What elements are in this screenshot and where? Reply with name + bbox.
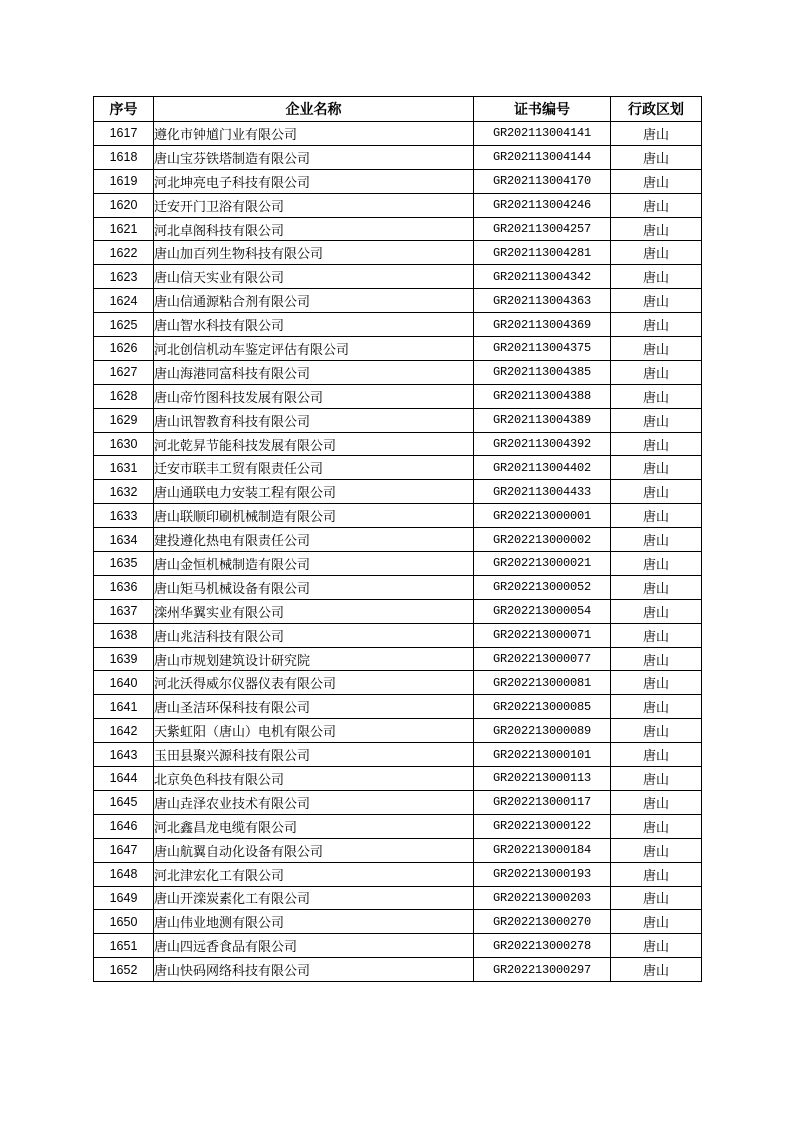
cell-certificate-no: GR202113004144 xyxy=(474,145,611,169)
cell-seq: 1632 xyxy=(94,480,154,504)
certificate-table xyxy=(93,96,702,982)
cell-region: 唐山 xyxy=(611,241,702,265)
cell-certificate-no: GR202113004433 xyxy=(474,480,611,504)
cell-certificate-no: GR202213000270 xyxy=(474,910,611,934)
header-region: 行政区划 xyxy=(611,97,702,122)
cell-region: 唐山 xyxy=(611,408,702,432)
cell-region: 唐山 xyxy=(611,313,702,337)
table-row xyxy=(94,552,702,576)
cell-region: 唐山 xyxy=(611,790,702,814)
cell-region: 唐山 xyxy=(611,623,702,647)
cell-region: 唐山 xyxy=(611,169,702,193)
table-row xyxy=(94,790,702,814)
cell-region: 唐山 xyxy=(611,456,702,480)
cell-certificate-no: GR202113004246 xyxy=(474,193,611,217)
cell-seq: 1644 xyxy=(94,767,154,791)
cell-region: 唐山 xyxy=(611,647,702,671)
cell-region: 唐山 xyxy=(611,934,702,958)
cell-certificate-no: GR202213000193 xyxy=(474,862,611,886)
cell-certificate-no: GR202213000002 xyxy=(474,528,611,552)
table-row xyxy=(94,886,702,910)
cell-region: 唐山 xyxy=(611,480,702,504)
table-row xyxy=(94,671,702,695)
cell-company-name: 唐山四远香食品有限公司 xyxy=(154,934,474,958)
cell-region: 唐山 xyxy=(611,217,702,241)
cell-certificate-no: GR202213000077 xyxy=(474,647,611,671)
cell-certificate-no: GR202213000071 xyxy=(474,623,611,647)
cell-certificate-no: GR202213000278 xyxy=(474,934,611,958)
cell-region: 唐山 xyxy=(611,145,702,169)
cell-company-name: 唐山帝竹图科技发展有限公司 xyxy=(154,384,474,408)
table-row xyxy=(94,695,702,719)
cell-region: 唐山 xyxy=(611,265,702,289)
cell-certificate-no: GR202213000085 xyxy=(474,695,611,719)
table-row xyxy=(94,958,702,982)
cell-company-name: 唐山通联电力安装工程有限公司 xyxy=(154,480,474,504)
table-row xyxy=(94,193,702,217)
cell-seq: 1628 xyxy=(94,384,154,408)
cell-region: 唐山 xyxy=(611,719,702,743)
cell-company-name: 河北沃得威尔仪器仪表有限公司 xyxy=(154,671,474,695)
cell-seq: 1647 xyxy=(94,838,154,862)
table-row xyxy=(94,145,702,169)
cell-company-name: 唐山伟业地测有限公司 xyxy=(154,910,474,934)
cell-company-name: 河北坤亮电子科技有限公司 xyxy=(154,169,474,193)
table-row xyxy=(94,169,702,193)
cell-company-name: 唐山信天实业有限公司 xyxy=(154,265,474,289)
cell-company-name: 迁安市联丰工贸有限责任公司 xyxy=(154,456,474,480)
cell-region: 唐山 xyxy=(611,575,702,599)
cell-certificate-no: GR202213000297 xyxy=(474,958,611,982)
table-row xyxy=(94,599,702,623)
cell-company-name: 迁安开门卫浴有限公司 xyxy=(154,193,474,217)
cell-region: 唐山 xyxy=(611,360,702,384)
cell-company-name: 唐山信通源粘合剂有限公司 xyxy=(154,289,474,313)
cell-seq: 1637 xyxy=(94,599,154,623)
cell-certificate-no: GR202113004388 xyxy=(474,384,611,408)
table-row xyxy=(94,934,702,958)
table-row xyxy=(94,360,702,384)
cell-certificate-no: GR202113004392 xyxy=(474,432,611,456)
cell-company-name: 唐山智水科技有限公司 xyxy=(154,313,474,337)
cell-company-name: 北京奂色科技有限公司 xyxy=(154,767,474,791)
cell-company-name: 唐山海港同富科技有限公司 xyxy=(154,360,474,384)
cell-seq: 1639 xyxy=(94,647,154,671)
table-row xyxy=(94,719,702,743)
cell-seq: 1649 xyxy=(94,886,154,910)
cell-region: 唐山 xyxy=(611,886,702,910)
cell-company-name: 唐山金恒机械制造有限公司 xyxy=(154,552,474,576)
cell-certificate-no: GR202113004385 xyxy=(474,360,611,384)
cell-company-name: 唐山讯智教育科技有限公司 xyxy=(154,408,474,432)
table-row xyxy=(94,623,702,647)
cell-company-name: 唐山航翼自动化设备有限公司 xyxy=(154,838,474,862)
cell-company-name: 河北津宏化工有限公司 xyxy=(154,862,474,886)
cell-seq: 1641 xyxy=(94,695,154,719)
cell-region: 唐山 xyxy=(611,814,702,838)
cell-company-name: 遵化市钟馗门业有限公司 xyxy=(154,122,474,146)
table-row xyxy=(94,265,702,289)
cell-seq: 1648 xyxy=(94,862,154,886)
cell-certificate-no: GR202113004281 xyxy=(474,241,611,265)
table-row xyxy=(94,575,702,599)
cell-seq: 1640 xyxy=(94,671,154,695)
cell-company-name: 河北乾昇节能科技发展有限公司 xyxy=(154,432,474,456)
cell-certificate-no: GR202113004141 xyxy=(474,122,611,146)
cell-region: 唐山 xyxy=(611,910,702,934)
table-row xyxy=(94,384,702,408)
table-row xyxy=(94,528,702,552)
cell-certificate-no: GR202213000184 xyxy=(474,838,611,862)
cell-company-name: 唐山矩马机械设备有限公司 xyxy=(154,575,474,599)
cell-company-name: 唐山加百列生物科技有限公司 xyxy=(154,241,474,265)
cell-company-name: 河北鑫昌龙电缆有限公司 xyxy=(154,814,474,838)
cell-seq: 1624 xyxy=(94,289,154,313)
table-row xyxy=(94,456,702,480)
table-row xyxy=(94,480,702,504)
cell-seq: 1631 xyxy=(94,456,154,480)
cell-certificate-no: GR202213000021 xyxy=(474,552,611,576)
table-row xyxy=(94,504,702,528)
cell-certificate-no: GR202113004369 xyxy=(474,313,611,337)
table-header-row xyxy=(94,97,702,122)
cell-seq: 1617 xyxy=(94,122,154,146)
table-row xyxy=(94,241,702,265)
cell-certificate-no: GR202113004363 xyxy=(474,289,611,313)
cell-region: 唐山 xyxy=(611,671,702,695)
cell-region: 唐山 xyxy=(611,695,702,719)
cell-company-name: 唐山宝芬铁塔制造有限公司 xyxy=(154,145,474,169)
cell-certificate-no: GR202213000052 xyxy=(474,575,611,599)
cell-seq: 1626 xyxy=(94,337,154,361)
cell-region: 唐山 xyxy=(611,528,702,552)
table-row xyxy=(94,743,702,767)
cell-certificate-no: GR202213000081 xyxy=(474,671,611,695)
header-company-name: 企业名称 xyxy=(154,97,474,122)
table-row xyxy=(94,313,702,337)
cell-region: 唐山 xyxy=(611,432,702,456)
cell-company-name: 唐山开滦炭素化工有限公司 xyxy=(154,886,474,910)
table-row xyxy=(94,289,702,313)
cell-region: 唐山 xyxy=(611,743,702,767)
table-row xyxy=(94,337,702,361)
cell-region: 唐山 xyxy=(611,838,702,862)
cell-seq: 1625 xyxy=(94,313,154,337)
cell-seq: 1618 xyxy=(94,145,154,169)
cell-seq: 1630 xyxy=(94,432,154,456)
cell-seq: 1635 xyxy=(94,552,154,576)
table-row xyxy=(94,767,702,791)
table-row xyxy=(94,432,702,456)
cell-certificate-no: GR202113004342 xyxy=(474,265,611,289)
cell-certificate-no: GR202113004375 xyxy=(474,337,611,361)
cell-company-name: 唐山兆洁科技有限公司 xyxy=(154,623,474,647)
cell-certificate-no: GR202113004389 xyxy=(474,408,611,432)
cell-seq: 1623 xyxy=(94,265,154,289)
cell-company-name: 唐山垚泽农业技术有限公司 xyxy=(154,790,474,814)
cell-region: 唐山 xyxy=(611,552,702,576)
cell-certificate-no: GR202213000122 xyxy=(474,814,611,838)
cell-region: 唐山 xyxy=(611,504,702,528)
cell-certificate-no: GR202113004170 xyxy=(474,169,611,193)
cell-seq: 1633 xyxy=(94,504,154,528)
cell-region: 唐山 xyxy=(611,958,702,982)
cell-seq: 1634 xyxy=(94,528,154,552)
cell-region: 唐山 xyxy=(611,767,702,791)
cell-certificate-no: GR202213000001 xyxy=(474,504,611,528)
cell-company-name: 唐山市规划建筑设计研究院 xyxy=(154,647,474,671)
cell-seq: 1627 xyxy=(94,360,154,384)
table-row xyxy=(94,217,702,241)
cell-certificate-no: GR202213000203 xyxy=(474,886,611,910)
cell-seq: 1621 xyxy=(94,217,154,241)
cell-region: 唐山 xyxy=(611,289,702,313)
cell-seq: 1643 xyxy=(94,743,154,767)
cell-company-name: 河北创信机动车鉴定评估有限公司 xyxy=(154,337,474,361)
cell-certificate-no: GR202213000089 xyxy=(474,719,611,743)
table-row xyxy=(94,122,702,146)
header-certificate-no: 证书编号 xyxy=(474,97,611,122)
cell-company-name: 建投遵化热电有限责任公司 xyxy=(154,528,474,552)
cell-seq: 1636 xyxy=(94,575,154,599)
header-seq: 序号 xyxy=(94,97,154,122)
cell-certificate-no: GR202213000117 xyxy=(474,790,611,814)
cell-certificate-no: GR202213000113 xyxy=(474,767,611,791)
cell-certificate-no: GR202113004402 xyxy=(474,456,611,480)
cell-region: 唐山 xyxy=(611,337,702,361)
cell-seq: 1651 xyxy=(94,934,154,958)
cell-region: 唐山 xyxy=(611,862,702,886)
cell-company-name: 唐山圣洁环保科技有限公司 xyxy=(154,695,474,719)
table-row xyxy=(94,862,702,886)
table-body xyxy=(94,122,702,982)
cell-company-name: 滦州华翼实业有限公司 xyxy=(154,599,474,623)
cell-seq: 1652 xyxy=(94,958,154,982)
cell-seq: 1642 xyxy=(94,719,154,743)
cell-region: 唐山 xyxy=(611,384,702,408)
cell-company-name: 唐山联顺印刷机械制造有限公司 xyxy=(154,504,474,528)
cell-company-name: 唐山快码网络科技有限公司 xyxy=(154,958,474,982)
cell-seq: 1645 xyxy=(94,790,154,814)
cell-seq: 1638 xyxy=(94,623,154,647)
cell-certificate-no: GR202113004257 xyxy=(474,217,611,241)
cell-company-name: 天紫虹阳（唐山）电机有限公司 xyxy=(154,719,474,743)
cell-certificate-no: GR202213000054 xyxy=(474,599,611,623)
cell-seq: 1646 xyxy=(94,814,154,838)
cell-certificate-no: GR202213000101 xyxy=(474,743,611,767)
cell-seq: 1629 xyxy=(94,408,154,432)
cell-seq: 1620 xyxy=(94,193,154,217)
cell-seq: 1622 xyxy=(94,241,154,265)
cell-company-name: 河北卓阁科技有限公司 xyxy=(154,217,474,241)
table-row xyxy=(94,408,702,432)
table-row xyxy=(94,647,702,671)
cell-seq: 1619 xyxy=(94,169,154,193)
cell-region: 唐山 xyxy=(611,122,702,146)
cell-region: 唐山 xyxy=(611,599,702,623)
table-row xyxy=(94,838,702,862)
cell-company-name: 玉田县聚兴源科技有限公司 xyxy=(154,743,474,767)
table-row xyxy=(94,814,702,838)
cell-seq: 1650 xyxy=(94,910,154,934)
cell-region: 唐山 xyxy=(611,193,702,217)
table-row xyxy=(94,910,702,934)
